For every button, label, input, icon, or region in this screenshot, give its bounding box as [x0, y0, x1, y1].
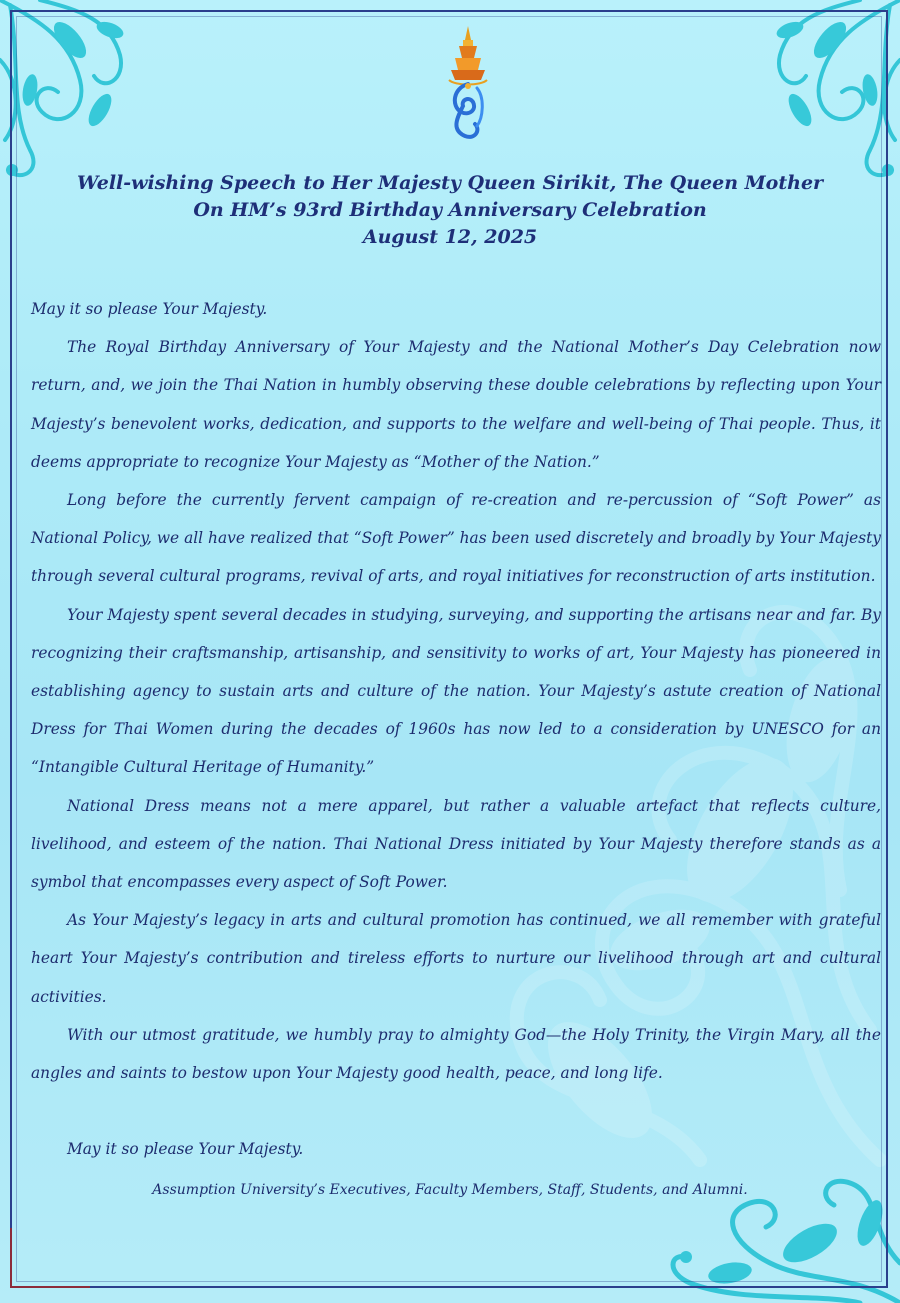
speech-body	[31, 290, 881, 1168]
paragraph: Long before the currently fervent campaign of re-creation and re-percussion of “Soft Power” as National Policy, we all have realized that “Soft Power” has been used discretely and broadly by Your Majesty through several cultural programs, revival of arts, and royal initiatives for reconstruction of arts institution.	[31, 491, 881, 586]
royal-emblem-icon	[443, 26, 493, 141]
speech-title: Well-wishing Speech to Her Majesty Queen Sirikit, The Queen Mother	[76, 172, 824, 194]
salutation: May it so please Your Majesty.	[31, 300, 268, 318]
paragraph: As Your Majesty’s legacy in arts and cultural promotion has continued, we all remember with grateful heart Your Majesty’s contribution and tireless efforts to nurture our livelihood through art and cultural activities.	[31, 911, 881, 1006]
speech-date: August 12, 2025	[362, 226, 538, 248]
speech-heading	[60, 170, 840, 251]
speech-subtitle: On HM’s 93rd Birthday Anniversary Celebration	[193, 199, 707, 221]
paragraph: With our utmost gratitude, we humbly pray to almighty God—the Holy Trinity, the Virgin Mary, all the angles and saints to bestow upon Your Majesty good health, peace, and long life.	[31, 1025, 881, 1083]
border-corner-accent	[10, 1228, 90, 1288]
closing-line: May it so please Your Majesty.	[67, 1140, 304, 1159]
paragraph: The Royal Birthday Anniversary of Your Majesty and the National Mother’s Day Celebration now return, and, we join the Thai Nation in humbly observing these double celebrations by reflecting upon Your Majesty’s benevolent works, dedication, and supports to the welfare and well-being of Thai people. Thus, it deems appropriate to recognize Your Majesty as “Mother of the Nation.”	[31, 338, 881, 471]
signature-line: Assumption University’s Executives, Faculty Members, Staff, Students, and Alumni.	[152, 1182, 748, 1198]
paragraph: Your Majesty spent several decades in studying, surveying, and supporting the artisans near and far. By recognizing their craftsmanship, artisanship, and sensitivity to works of art, Your Majesty has pioneered in establishing agency to sustain arts and culture of the nation. Your Majesty’s astute creation of National Dress for Thai Women during the decades of 1960s has now led to a consideration by UNESCO for an “Intangible Cultural Heritage of Humanity.”	[31, 605, 881, 777]
paragraph: National Dress means not a mere apparel, but rather a valuable artefact that reflects culture, livelihood, and esteem of the nation. Thai National Dress initiated by Your Majesty therefore stands as a symbol that encompasses every aspect of Soft Power.	[31, 796, 881, 892]
